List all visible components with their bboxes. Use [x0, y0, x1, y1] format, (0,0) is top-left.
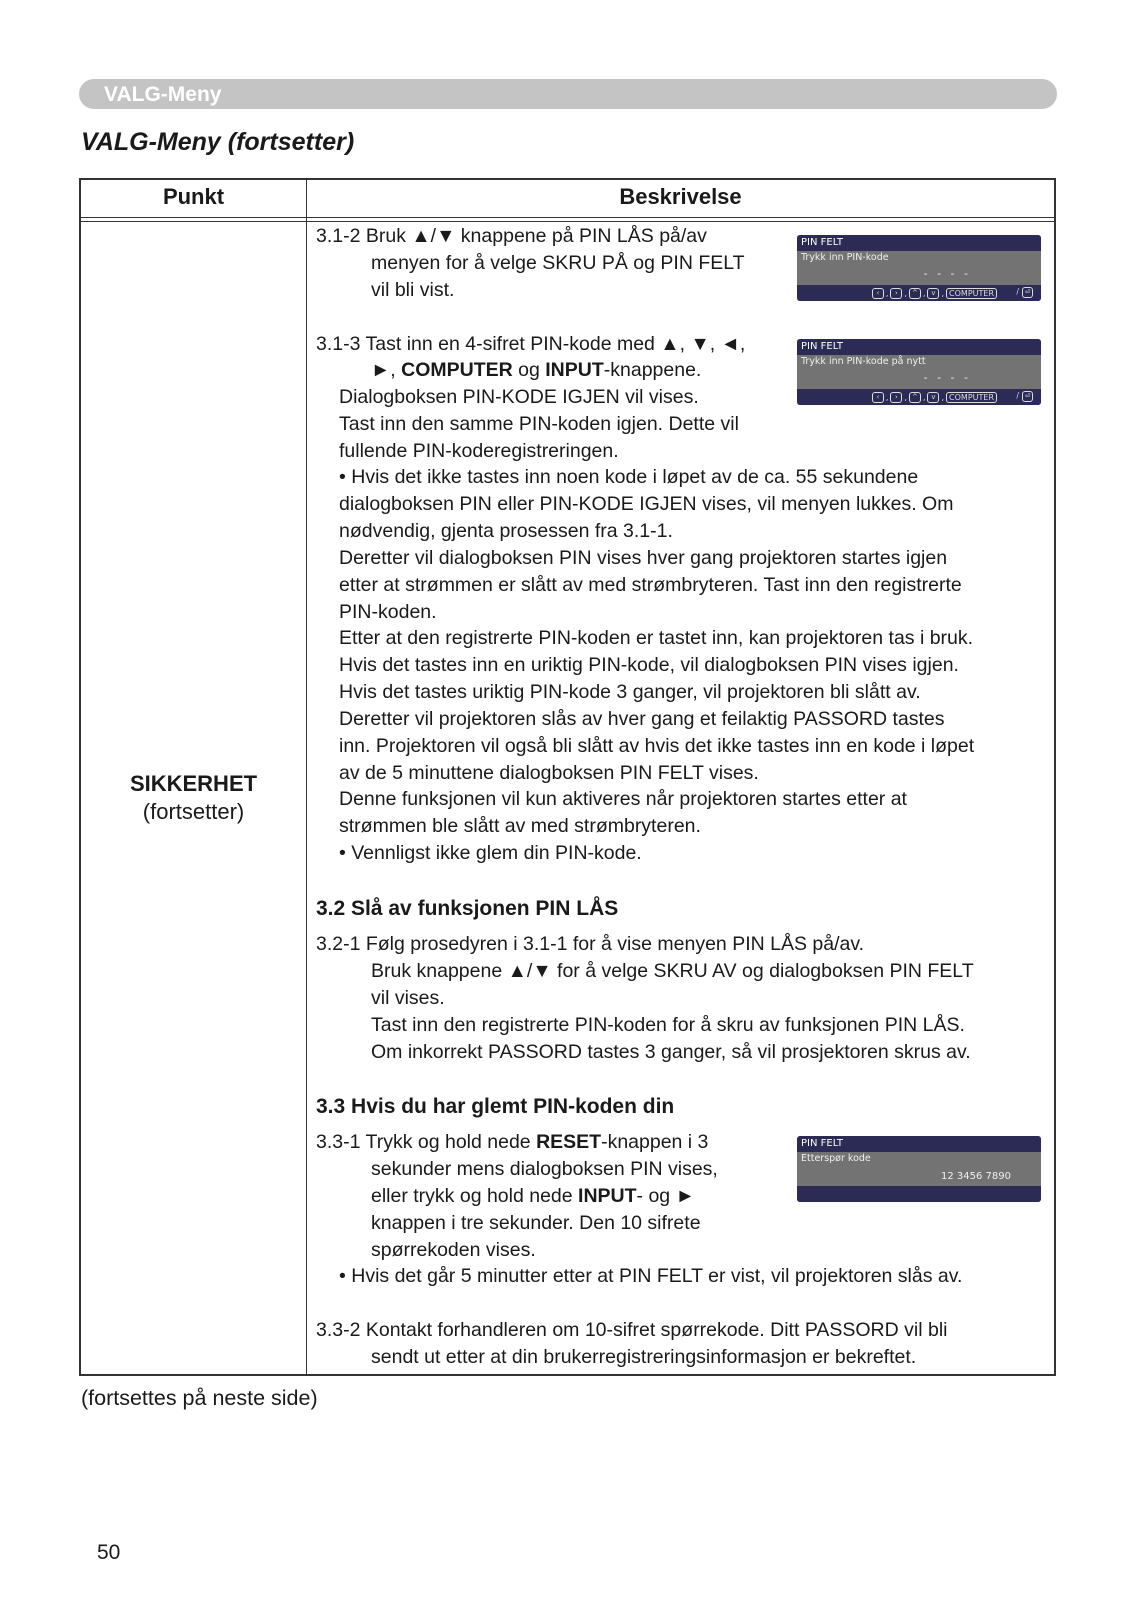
desc-line: Denne funksjonen vil kun aktiveres når projektoren startes etter at [339, 788, 907, 810]
desc-line: 3.2-1 Følg prosedyren i 3.1-1 for å vise menyen PIN LÅS på/av. [316, 933, 865, 955]
column-divider [306, 180, 307, 1374]
right-arrow-key-icon: › [890, 392, 902, 403]
osd-key-bar [797, 1186, 1041, 1202]
up-arrow-key-icon: ^ [909, 392, 921, 403]
computer-key-icon: COMPUTER [946, 392, 997, 403]
down-arrow-key-icon: v [927, 288, 939, 299]
section-heading: 3.3 Hvis du har glemt PIN-koden din [316, 1095, 675, 1118]
column-header-description: Beskrivelse [619, 184, 742, 209]
desc-line: 3.3-1 Trykk og hold nede RESET-knappen i 3 [316, 1131, 709, 1153]
desc-line: strømmen ble slått av med strømbryteren. [339, 815, 701, 837]
desc-line: Tast inn den samme PIN-koden igjen. Dette vil [339, 413, 739, 435]
osd-title: PIN FELT [797, 339, 1041, 355]
desc-line: menyen for å velge SKRU PÅ og PIN FELT [371, 252, 745, 274]
continued-note: (fortsettes på neste side) [81, 1386, 318, 1410]
osd-key-bar: ‹ , › , ^ , v , COMPUTER / ⏎ [797, 285, 1041, 301]
desc-line: • Vennligst ikke glem din PIN-kode. [339, 842, 642, 864]
desc-line: ►, COMPUTER og INPUT-knappene. [371, 359, 702, 381]
desc-line: etter at strømmen er slått av med strømbryteren. Tast inn den registrerte [339, 574, 962, 596]
osd-pin-reentry-screen [797, 339, 1041, 405]
desc-line: eller trykk og hold nede INPUT- og ► [371, 1185, 695, 1207]
desc-line: • Hvis det ikke tastes inn noen kode i løpet av de ca. 55 sekundene [339, 466, 919, 488]
desc-line: spørrekoden vises. [371, 1239, 536, 1261]
item-name: SIKKERHET [129, 771, 258, 796]
header-rule [81, 217, 1054, 218]
computer-key-icon: COMPUTER [946, 288, 997, 299]
right-arrow-key-icon: › [890, 288, 902, 299]
desc-line: Deretter vil dialogboksen PIN vises hver gang projektoren startes igjen [339, 547, 948, 569]
desc-line: av de 5 minuttene dialogboksen PIN FELT vises. [339, 762, 759, 784]
left-arrow-key-icon: ‹ [872, 392, 884, 403]
desc-line: Tast inn den registrerte PIN-koden for å skru av funksjonen PIN LÅS. [371, 1014, 965, 1036]
desc-line: 3.3-2 Kontakt forhandleren om 10-sifret spørrekode. Ditt PASSORD vil bli [316, 1319, 948, 1341]
osd-value: - - - - [923, 371, 971, 384]
osd-subtitle: Trykk inn PIN-kode [801, 252, 889, 263]
osd-inquiry-code: 12 3456 7890 [941, 1171, 1011, 1182]
osd-subtitle: Trykk inn PIN-kode på nytt [801, 356, 926, 367]
section-tab-label: VALG-Meny [104, 83, 222, 106]
desc-line: 3.1-2 Bruk ▲/▼ knappene på PIN LÅS på/av [316, 225, 707, 247]
section-heading: 3.2 Slå av funksjonen PIN LÅS [316, 897, 619, 920]
osd-subtitle: Etterspør kode [801, 1153, 871, 1164]
section-tab [79, 79, 1057, 109]
desc-line: Om inkorrekt PASSORD tastes 3 ganger, så vil prosjektoren skrus av. [371, 1041, 971, 1063]
desc-line: vil bli vist. [371, 279, 455, 301]
desc-line: • Hvis det går 5 minutter etter at PIN FELT er vist, vil projektoren slås av. [339, 1265, 963, 1287]
osd-inquiry-code-screen [797, 1136, 1041, 1202]
desc-line: inn. Projektoren vil også bli slått av hvis det ikke tastes inn en kode i løpet [339, 735, 975, 757]
desc-line: Bruk knappene ▲/▼ for å velge SKRU AV og dialogboksen PIN FELT [371, 960, 974, 982]
page-number: 50 [97, 1541, 121, 1564]
desc-line: Hvis det tastes inn en uriktig PIN-kode, vil dialogboksen PIN vises igjen. [339, 654, 959, 676]
up-arrow-key-icon: ^ [909, 288, 921, 299]
down-arrow-key-icon: v [927, 392, 939, 403]
header-rule [81, 221, 1054, 222]
desc-line: fullende PIN-koderegistreringen. [339, 440, 619, 462]
enter-key-icon: ⏎ [1022, 287, 1033, 298]
osd-pin-entry-screen [797, 235, 1041, 301]
page-title: VALG-Meny (fortsetter) [81, 128, 355, 156]
desc-line: Hvis det tastes uriktig PIN-kode 3 ganger, vil projektoren bli slått av. [339, 681, 921, 703]
enter-key-icon: ⏎ [1022, 391, 1033, 402]
item-note: (fortsetter) [142, 799, 245, 824]
desc-line: sekunder mens dialogboksen PIN vises, [371, 1158, 718, 1180]
item-cell [81, 770, 306, 826]
desc-line: sendt ut etter at din brukerregistreringsinformasjon er bekreftet. [371, 1346, 917, 1368]
desc-line: PIN-koden. [339, 601, 437, 623]
desc-line: dialogboksen PIN eller PIN-KODE IGJEN vises, vil menyen lukkes. Om [339, 493, 954, 515]
osd-value: - - - - [923, 267, 971, 280]
osd-title: PIN FELT [797, 235, 1041, 251]
desc-line: vil vises. [371, 987, 445, 1009]
desc-line: nødvendig, gjenta prosessen fra 3.1-1. [339, 520, 673, 542]
osd-key-bar: ‹ , › , ^ , v , COMPUTER / ⏎ [797, 389, 1041, 405]
osd-title: PIN FELT [797, 1136, 1041, 1152]
desc-line: Deretter vil projektoren slås av hver gang et feilaktig PASSORD tastes [339, 708, 945, 730]
desc-line: 3.1-3 Tast inn en 4-sifret PIN-kode med ▲, ▼, ◄, [316, 333, 746, 355]
column-header-item: Punkt [162, 184, 225, 209]
desc-line: Etter at den registrerte PIN-koden er tastet inn, kan projektoren tas i bruk. [339, 627, 974, 649]
left-arrow-key-icon: ‹ [872, 288, 884, 299]
desc-line: Dialogboksen PIN-KODE IGJEN vil vises. [339, 386, 699, 408]
desc-line: knappen i tre sekunder. Den 10 sifrete [371, 1212, 701, 1234]
